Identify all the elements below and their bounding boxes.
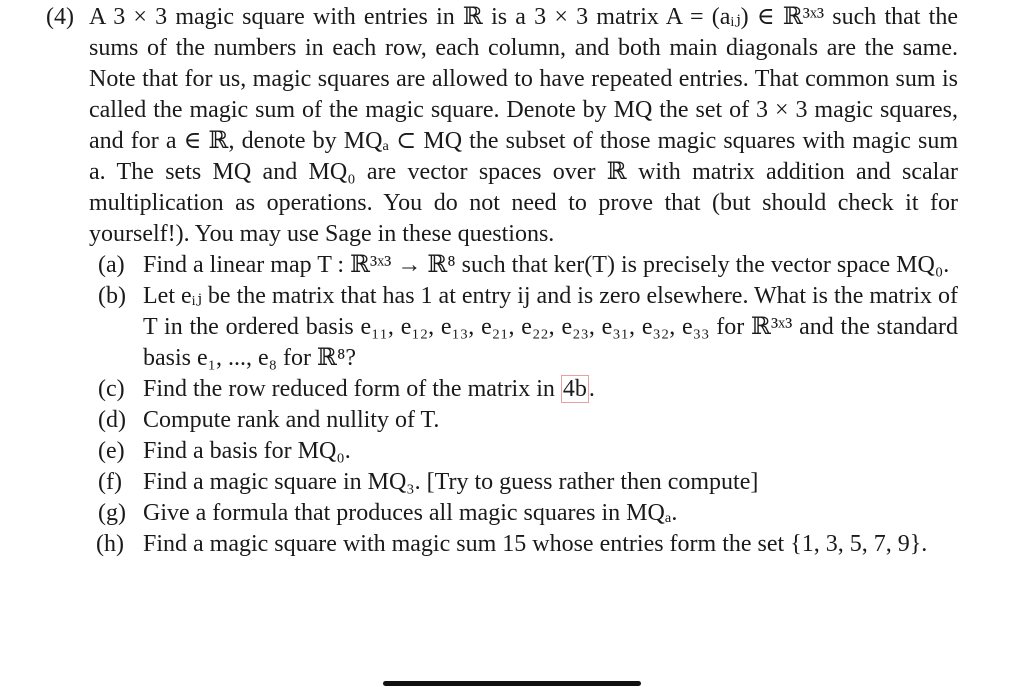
subquestion-label: (b) (98, 283, 126, 309)
subquestion-label: (e) (98, 438, 125, 464)
subquestion-label: (a) (98, 252, 125, 278)
subquestion-label: (c) (98, 376, 125, 402)
home-indicator-bar[interactable] (383, 681, 641, 686)
subquestion-d (46, 405, 958, 436)
subquestion-text: Let eᵢⱼ be the matrix that has 1 at entry ij and is zero elsewhere. What is the matrix of T in the ordered basis e₁₁, e₁₂, e₁₃, e₂₁, e₂₂, e₂₃, e₃₁, e₃₂, e₃₃ for ℝ³ˣ³ and the standard basis e₁, ..., e₈ for ℝ⁸? (143, 283, 958, 371)
subquestion-text: Compute rank and nullity of T. (143, 407, 440, 433)
problem-number: (4) (46, 4, 74, 30)
subquestion-b (46, 281, 958, 374)
subquestion-a (46, 250, 958, 281)
subquestion-text: Give a formula that produces all magic squares in MQₐ. (143, 500, 678, 526)
subquestion-text: Find a linear map T : ℝ³ˣ³ → ℝ⁸ such that ker(T) is precisely the vector space MQ₀. (143, 252, 950, 278)
subquestion-text: Find a basis for MQ₀. (143, 438, 351, 464)
subquestion-text: Find the row reduced form of the matrix in (143, 376, 561, 402)
subquestion-c (46, 374, 958, 405)
subquestion-e (46, 436, 958, 467)
subquestion-label: (d) (98, 407, 126, 433)
subquestion-text: Find a magic square with magic sum 15 whose entries form the set {1, 3, 5, 7, 9}. (143, 531, 928, 557)
problem-4 (46, 2, 958, 560)
subquestion-label: (f) (98, 469, 122, 495)
subquestion-list (46, 250, 958, 560)
subquestion-text-end: . (588, 376, 595, 402)
subquestion-label: (g) (98, 500, 126, 526)
subquestion-text: Find a magic square in MQ₃. [Try to guess rather then compute] (143, 469, 759, 495)
subquestion-g (46, 498, 958, 529)
problem-intro: A 3 × 3 magic square with entries in ℝ is a 3 × 3 matrix A = (aᵢⱼ) ∈ ℝ³ˣ³ such that the sums of the numbers in each row, each column, and both main diagonals are the same. Note that for us, magic squares are allowed to have repeated entries. That common sum is called the magic sum of the magic square. Denote by MQ the set of 3 × 3 magic squares, and for a ∈ ℝ, denote by MQₐ ⊂ MQ the subset of those magic squares with magic sum a. The sets MQ and MQ₀ are vector spaces over ℝ with matrix addition and scalar multiplication as operations. You do not need to prove that (but should check it for yourself!). You may use Sage in these questions. (89, 4, 958, 247)
subquestion-h (46, 529, 958, 560)
subquestion-f (46, 467, 958, 498)
cross-reference-link[interactable]: 4b (562, 376, 587, 402)
subquestion-label: (h) (96, 531, 124, 557)
